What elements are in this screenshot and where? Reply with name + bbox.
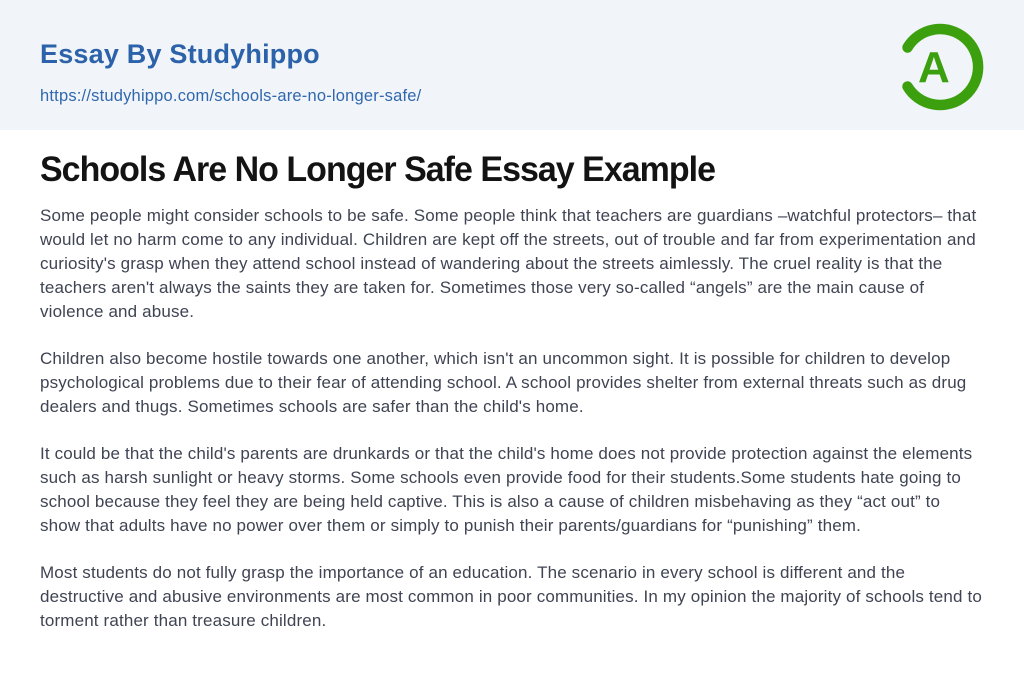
- essay-body: [40, 204, 985, 633]
- source-url-link[interactable]: https://studyhippo.com/schools-are-no-longer-safe/: [40, 86, 422, 105]
- essay-title: Schools Are No Longer Safe Essay Example: [40, 150, 716, 189]
- page-header: [0, 0, 1024, 130]
- site-name: Essay By Studyhippo: [40, 39, 320, 69]
- essay-content: [0, 130, 1024, 633]
- essay-paragraph: Most students do not fully grasp the importance of an education. The scenario in every school is different and the destructive and abusive environments are most common in poor communities. In my opinion the majority of schools tend to torment rather than treasure children.: [40, 563, 982, 630]
- header-text-block: [40, 40, 421, 106]
- logo-letter: A: [918, 43, 950, 92]
- essay-paragraph: It could be that the child's parents are drunkards or that the child's home does not provide protection against the elements such as harsh sunlight or heavy storms. Some schools even provide food for their students.Some students hate going to school because they feel they are being held captive. This is also a cause of children misbehaving as they “act out” to show that adults have no power over them or simply to punish their parents/guardians for “punishing” them.: [40, 444, 973, 535]
- essay-paragraph: Some people might consider schools to be safe. Some people think that teachers are guardians –watchful protectors– that would let no harm come to any individual. Children are kept off the streets, out of trouble and far from experimentation and curiosity's grasp when they attend school instead of wandering about the streets aimlessly. The cruel reality is that the teachers aren't always the saints they are taken for. Sometimes those very so-called “angels” are the main cause of violence and abuse.: [40, 206, 977, 321]
- studyhippo-logo-icon: [894, 17, 984, 122]
- essay-paragraph: Children also become hostile towards one another, which isn't an uncommon sight. It is possible for children to develop psychological problems due to their fear of attending school. A school provides shelter from external threats such as drug dealers and thugs. Sometimes schools are safer than the child's home.: [40, 349, 967, 416]
